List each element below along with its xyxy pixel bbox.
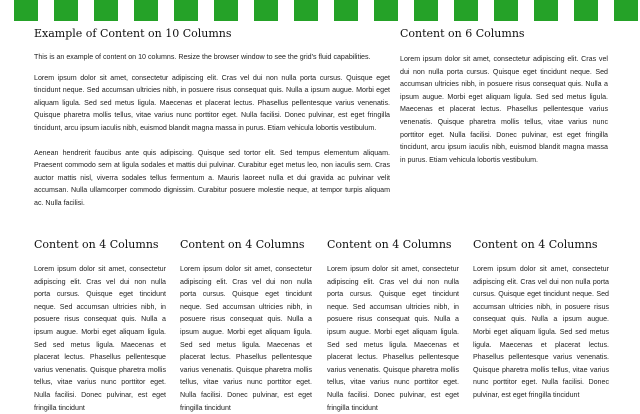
grid-column: [334, 0, 358, 21]
content-10-paragraph-1: Lorem ipsum dolor sit amet, consectetur adipiscing elit. Cras vel dui non nulla porta cursus. Quisque eget tincidunt neque. Sed accumsan ultricies nibh, in posuere risus consequat quis. Nulla a ipsum augue. Morbi eget aliquam ligula. Sed sed metus ligula. Maecenas et placerat lectus. Phasellus pellentesque varius venenatis. Quisque pharetra mollis tellus, vitae varius nunc porttitor eget. Nulla facilisi. Donec pulvinar, est eget fringilla tincidunt, arcu ipsum iaculis nibh, euismod blandit magna massa in purus. Etiam vehicula lobortis vestibulum.: [34, 73, 390, 132]
content-4-paragraph: Lorem ipsum dolor sit amet, consectetur adipiscing elit. Cras vel dui non nulla porta cursus. Quisque eget tincidunt neque. Sed accumsan ultricies nibh, in posuere risus consequat quis. Nulla a ipsum augue. Morbi eget aliquam ligula. Sed sed metus ligula. Maecenas et placerat lectus. Phasellus pellentesque varius venenatis. Quisque pharetra mollis tellus, vitae varius nunc porttitor eget. Nulla facilisi. Donec pulvinar, est eget fringilla tincidunt: [34, 265, 166, 412]
grid-column: [374, 0, 398, 21]
grid-column: [134, 0, 158, 21]
grid-column: [254, 0, 278, 21]
content-10-title: Example of Content on 10 Columns: [34, 27, 232, 40]
content-4-title: Content on 4 Columns: [327, 238, 452, 251]
grid-column: [414, 0, 438, 21]
content-4-columns-4: [473, 238, 609, 400]
content-4-paragraph: Lorem ipsum dolor sit amet, consectetur adipiscing elit. Cras vel dui non nulla porta cursus. Quisque eget tincidunt neque. Sed accumsan ultricies nibh, in posuere risus consequat quis. Nulla a ipsum augue. Morbi eget aliquam ligula. Sed sed metus ligula. Maecenas et placerat lectus. Phasellus pellentesque varius venenatis. Quisque pharetra mollis tellus, vitae varius nunc porttitor eget. Nulla facilisi. Donec pulvinar, est eget fringilla tincidunt: [327, 265, 459, 412]
grid-columns-bar: [0, 0, 640, 21]
content-10-intro: This is an example of content on 10 columns. Resize the browser window to see the grid's fluid capabilities.: [34, 53, 371, 61]
grid-column: [214, 0, 238, 21]
content-4-title: Content on 4 Columns: [34, 238, 159, 251]
grid-column: [294, 0, 318, 21]
grid-column: [494, 0, 518, 21]
content-4-columns-2: [180, 238, 312, 412]
grid-column: [534, 0, 558, 21]
content-6-paragraph: Lorem ipsum dolor sit amet, consectetur adipiscing elit. Cras vel dui non nulla porta cursus. Quisque eget tincidunt neque. Sed accumsan ultricies nibh, in posuere risus consequat quis. Nulla a ipsum augue. Morbi eget aliquam ligula. Sed sed metus ligula. Maecenas et placerat lectus. Phasellus pellentesque varius venenatis. Quisque pharetra mollis tellus, vitae varius nunc porttitor eget. Nulla facilisi. Donec pulvinar, est eget fringilla tincidunt, arcu ipsum iaculis nibh, euismod blandit magna massa in purus. Etiam vehicula lobortis vestibulum.: [400, 55, 608, 164]
content-4-title: Content on 4 Columns: [473, 238, 598, 251]
content-6-title: Content on 6 Columns: [400, 27, 525, 40]
content-4-title: Content on 4 Columns: [180, 238, 305, 251]
grid-column: [574, 0, 598, 21]
grid-column: [454, 0, 478, 21]
content-4-paragraph: Lorem ipsum dolor sit amet, consectetur adipiscing elit. Cras vel dui non nulla porta cursus. Quisque eget tincidunt neque. Sed accumsan ultricies nibh, in posuere risus consequat quis. Nulla a ipsum augue. Morbi eget aliquam ligula. Sed sed metus ligula. Maecenas et placerat lectus. Phasellus pellentesque varius venenatis. Quisque pharetra mollis tellus, vitae varius nunc porttitor eget. Nulla facilisi. Donec pulvinar, est eget fringilla tincidunt: [473, 265, 609, 399]
content-10-paragraph-2: Aenean hendrerit faucibus ante quis adipiscing. Quisque sed tortor elit. Sed tempus elementum aliquam. Praesent commodo sem at ligula sodales et mattis dui pulvinar. Curabitur eget metus leo, non iaculis sem. Cras auctor mattis nisl, viverra sodales tellus fermentum a. Mauris laoreet nulla et dui gravida ac pulvinar velit accumsan. Nulla ullamcorper commodo dignissim. Curabitur posuere molestie neque, at tempor turpis aliquam ac. Nulla facilisi.: [34, 148, 390, 207]
content-4-paragraph: Lorem ipsum dolor sit amet, consectetur adipiscing elit. Cras vel dui non nulla porta cursus. Quisque eget tincidunt neque. Sed accumsan ultricies nibh, in posuere risus consequat quis. Nulla a ipsum augue. Morbi eget aliquam ligula. Sed sed metus ligula. Maecenas et placerat lectus. Phasellus pellentesque varius venenatis. Quisque pharetra mollis tellus, vitae varius nunc porttitor eget. Nulla facilisi. Donec pulvinar, est eget fringilla tincidunt: [180, 265, 312, 412]
content-4-columns-3: [327, 238, 459, 412]
grid-column: [174, 0, 198, 21]
grid-column: [14, 0, 38, 21]
content-10-columns: [34, 27, 390, 222]
content-4-columns-1: [34, 238, 166, 412]
content-6-columns: [400, 27, 608, 167]
grid-column: [614, 0, 638, 21]
grid-column: [94, 0, 118, 21]
grid-column: [54, 0, 78, 21]
